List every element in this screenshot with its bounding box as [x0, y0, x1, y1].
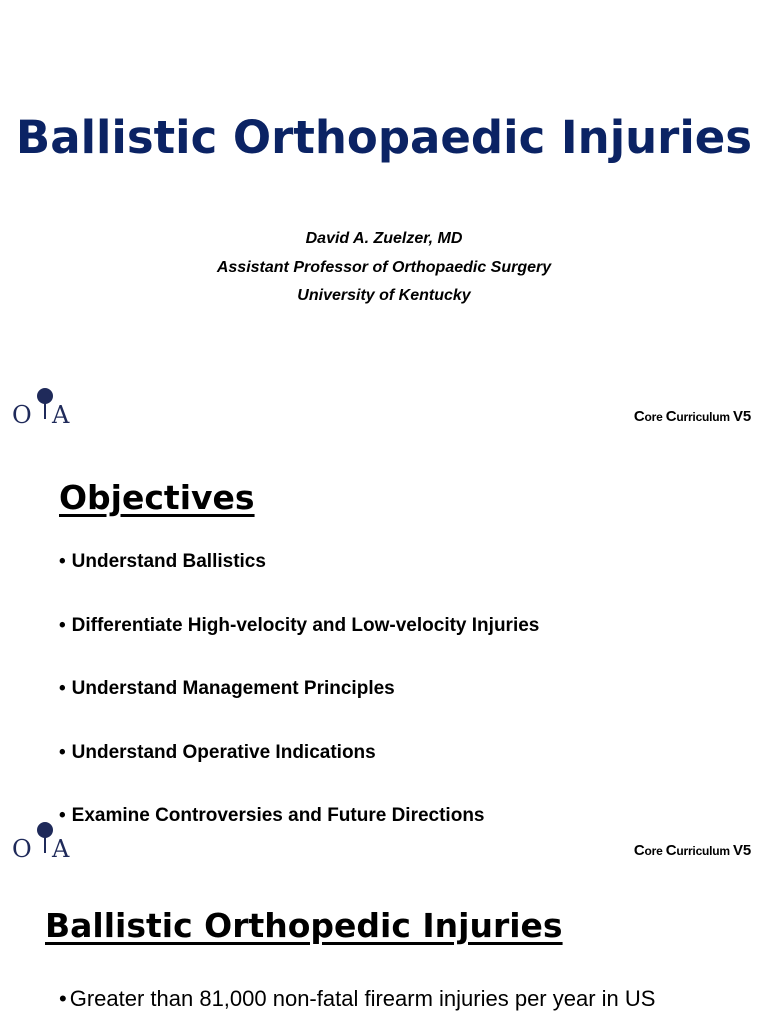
slide-heading: Ballistic Orthopedic Injuries — [45, 906, 563, 945]
list-item: • Understand Ballistics — [59, 551, 539, 615]
list-item: • Understand Operative Indications — [59, 742, 539, 806]
author-institution: University of Kentucky — [297, 287, 471, 304]
svg-text:O: O — [12, 401, 32, 427]
list-item: • Understand Management Principles — [59, 678, 539, 742]
author-role: Assistant Professor of Orthopaedic Surgery — [216, 259, 552, 276]
svg-text:O: O — [12, 835, 32, 861]
slide-heading: Objectives — [59, 478, 255, 517]
bullet-list — [59, 551, 539, 866]
ota-logo — [12, 387, 76, 427]
title-slide — [0, 0, 768, 433]
core-curriculum-footer: Core Curriculum V5 — [633, 408, 751, 425]
ballistic-injuries-slide — [0, 866, 768, 1024]
ota-logo — [12, 821, 76, 861]
slide-title: Ballistic Orthopaedic Injuries — [15, 111, 753, 164]
svg-text:A: A — [52, 401, 70, 427]
list-item: • Greater than 81,000 non-fatal firearm injuries per year in US — [59, 984, 719, 1014]
svg-text:A: A — [52, 835, 70, 861]
bullet-list — [59, 984, 719, 1014]
list-item: • Differentiate High-velocity and Low-velocity Injuries — [59, 615, 539, 679]
core-curriculum-footer: Core Curriculum V5 — [633, 842, 751, 859]
list-item: • Examine Controversies and Future Directions — [59, 805, 539, 866]
author-name: David A. Zuelzer, MD — [305, 230, 463, 247]
objectives-slide — [0, 433, 768, 866]
